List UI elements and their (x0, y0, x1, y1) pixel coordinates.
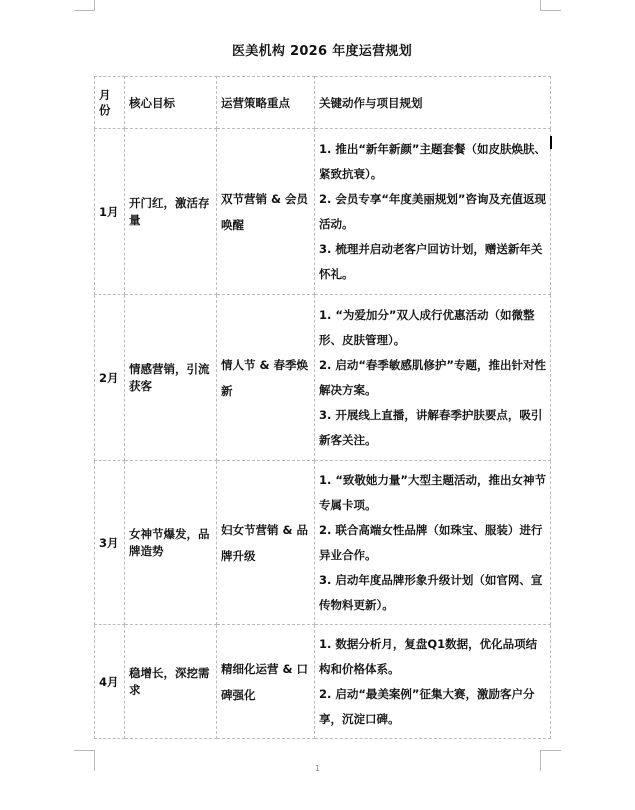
header-month: 月份 (95, 77, 125, 129)
goal-cell: 开门红，激活存量 (125, 129, 217, 295)
document-title: 医美机构 2026 年度运营规划 (231, 44, 413, 59)
actions-cell (315, 625, 551, 739)
action-item: 2. 会员专享“年度美丽规划”咨询及充值返现活动。 (319, 191, 546, 231)
month-cell: 4月 (95, 625, 125, 739)
strategy-cell: 双节营销 & 会员唤醒 (217, 129, 315, 295)
strategy-cell: 情人节 & 春季焕新 (217, 295, 315, 461)
goal-cell: 稳增长，深挖需求 (125, 625, 217, 739)
action-item: 2. 联合高端女性品牌（如珠宝、服装）进行异业合作。 (319, 522, 543, 562)
table-row (95, 461, 551, 625)
actions-cell (315, 461, 551, 625)
table-row (95, 625, 551, 739)
action-item: 3. 启动年度品牌形象升级计划（如官网、宣传物料更新）。 (319, 572, 543, 612)
operation-plan-table (94, 76, 551, 739)
action-item: 1. 数据分析月，复盘Q1数据，优化品项结构和价格体系。 (319, 636, 538, 676)
month-cell: 1月 (95, 129, 125, 295)
action-item: 1. “为爱加分”双人成行优惠活动（如微整形、皮肤管理）。 (319, 307, 535, 347)
table-header-row (95, 77, 551, 129)
header-actions: 关键动作与项目规划 (315, 77, 551, 129)
action-item: 3. 梳理并启动老客户回访计划，赠送新年关怀礼。 (319, 241, 543, 281)
crop-mark-top-left (74, 0, 95, 11)
actions-cell (315, 295, 551, 461)
action-item: 2. 启动“最美案例”征集大赛，激励客户分享，沉淀口碑。 (319, 686, 535, 726)
strategy-cell: 精细化运营 & 口碑强化 (217, 625, 315, 739)
action-item: 2. 启动“春季敏感肌修护”专题，推出针对性解决方案。 (319, 357, 546, 397)
crop-mark-top-right (540, 0, 561, 11)
header-goal: 核心目标 (125, 77, 217, 129)
table-row (95, 295, 551, 461)
text-cursor (550, 136, 552, 149)
goal-cell: 女神节爆发，品牌造势 (125, 461, 217, 625)
action-item: 1. “致敬她力量”大型主题活动，推出女神节专属卡项。 (319, 472, 546, 512)
month-cell: 3月 (95, 461, 125, 625)
page-number: 1 (314, 764, 321, 773)
action-item: 1. 推出“新年新颜”主题套餐（如皮肤焕肤、紧致抗衰）。 (319, 141, 546, 181)
action-item: 3. 开展线上直播，讲解春季护肤要点，吸引新客关注。 (319, 407, 543, 447)
month-cell: 2月 (95, 295, 125, 461)
actions-cell (315, 129, 551, 295)
header-strategy: 运营策略重点 (217, 77, 315, 129)
goal-cell: 情感营销，引流获客 (125, 295, 217, 461)
strategy-cell: 妇女节营销 & 品牌升级 (217, 461, 315, 625)
table-row (95, 129, 551, 295)
